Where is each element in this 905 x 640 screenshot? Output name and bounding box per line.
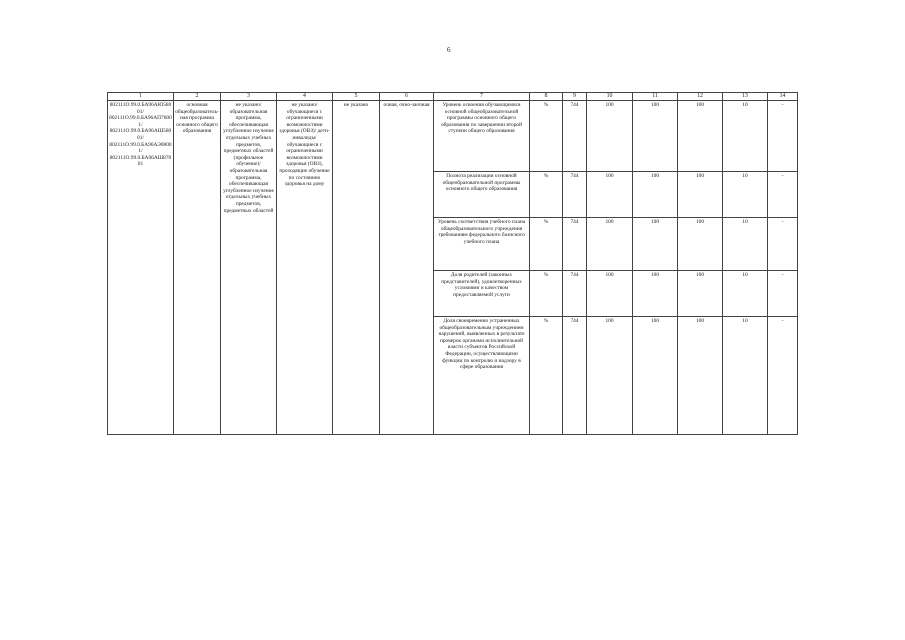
student-category-cell: не указано/ обучающиеся с ограниченными возможностями здоровья (ОВЗ)/ дети-инвалиды/ обучающиеся с ограниченными возможностями здоровья (ОВЗ), проходящие обучение по состоянию здоровья на дому (277, 101, 333, 435)
column-header: 14 (768, 93, 798, 101)
unit-cell: % (530, 271, 563, 317)
column-5-cell: не указано (333, 101, 380, 435)
note-cell: - (768, 271, 798, 317)
deviation-cell: 10 (723, 101, 768, 172)
okei-code-cell: 744 (563, 271, 587, 317)
column-header: 12 (678, 93, 723, 101)
study-form-cell: очная, очно-заочная (380, 101, 434, 435)
indicator-name: Доля родителей (законных представителей), удовлетворенных условиями и качеством предоставляемой услуги (434, 271, 530, 317)
note-cell: - (768, 218, 798, 271)
value-cell: 100 (678, 101, 723, 172)
service-quality-table (107, 92, 798, 435)
value-cell: 100 (633, 101, 678, 172)
value-cell: 100 (587, 271, 633, 317)
column-header: 6 (380, 93, 434, 101)
okei-code-cell: 744 (563, 172, 587, 218)
indicator-name: Уровень соответствия учебного плана общеобразовательного учреждения требованиям федерального базисного учебного плана (434, 218, 530, 271)
note-cell: - (768, 101, 798, 172)
value-cell: 100 (587, 218, 633, 271)
deviation-cell: 10 (723, 271, 768, 317)
value-cell: 100 (633, 172, 678, 218)
service-registry-codes: 802111О.99.0.БА96АЮ58001/ 802111О.99.0.БА96АП76001/ 802111О.99.0.БА96АШ58001/ 802111О.99.0.БА96АЭ08001/ 802111О.99.0.БА96АШ87001 (108, 101, 174, 435)
note-cell: - (768, 317, 798, 435)
value-cell: 100 (678, 172, 723, 218)
unit-cell: % (530, 218, 563, 271)
column-header: 2 (174, 93, 221, 101)
indicator-name: Доля своевременно устраненных общеобразовательным учреждением нарушений, выявленных в результате проверок органами исполнительной власти субъектов Российской Федерации, осуществляющими функции по контролю и надзору в сфере образования (434, 317, 530, 435)
value-cell: 100 (587, 101, 633, 172)
page-number: 6 (447, 46, 451, 54)
indicator-name: Уровень освоения обучающимися основной общеобразовательной программы основного общего образования по завершении второй ступени общего образования (434, 101, 530, 172)
program-focus-cell: не указано/ образовательная программа, обеспечивающая углубленное изучение отдельных учебных предметов, предметных областей (профильное обучение)/ образовательная программа, обеспечивающая углубленное изучение отдельных учебных предметов, предметных областей (221, 101, 277, 435)
column-header: 1 (108, 93, 174, 101)
value-cell: 100 (678, 218, 723, 271)
header-row (108, 93, 798, 101)
value-cell: 100 (633, 317, 678, 435)
okei-code-cell: 744 (563, 218, 587, 271)
deviation-cell: 10 (723, 172, 768, 218)
unit-cell: % (530, 101, 563, 172)
column-header: 9 (563, 93, 587, 101)
table-row (108, 101, 798, 172)
value-cell: 100 (678, 271, 723, 317)
value-cell: 100 (678, 317, 723, 435)
indicator-name: Полнота реализации основной общеобразовательной программы основного общего образования (434, 172, 530, 218)
okei-code-cell: 744 (563, 101, 587, 172)
deviation-cell: 10 (723, 218, 768, 271)
column-header: 3 (221, 93, 277, 101)
column-header: 5 (333, 93, 380, 101)
value-cell: 100 (587, 317, 633, 435)
value-cell: 100 (633, 271, 678, 317)
column-header: 13 (723, 93, 768, 101)
column-header: 10 (587, 93, 633, 101)
column-header: 4 (277, 93, 333, 101)
column-header: 8 (530, 93, 563, 101)
program-type-cell: основная общеобразователь-ная программа основного общего образования (174, 101, 221, 435)
okei-code-cell: 744 (563, 317, 587, 435)
column-header: 7 (434, 93, 530, 101)
unit-cell: % (530, 172, 563, 218)
value-cell: 100 (633, 218, 678, 271)
note-cell: - (768, 172, 798, 218)
column-header: 11 (633, 93, 678, 101)
value-cell: 100 (587, 172, 633, 218)
unit-cell: % (530, 317, 563, 435)
deviation-cell: 10 (723, 317, 768, 435)
